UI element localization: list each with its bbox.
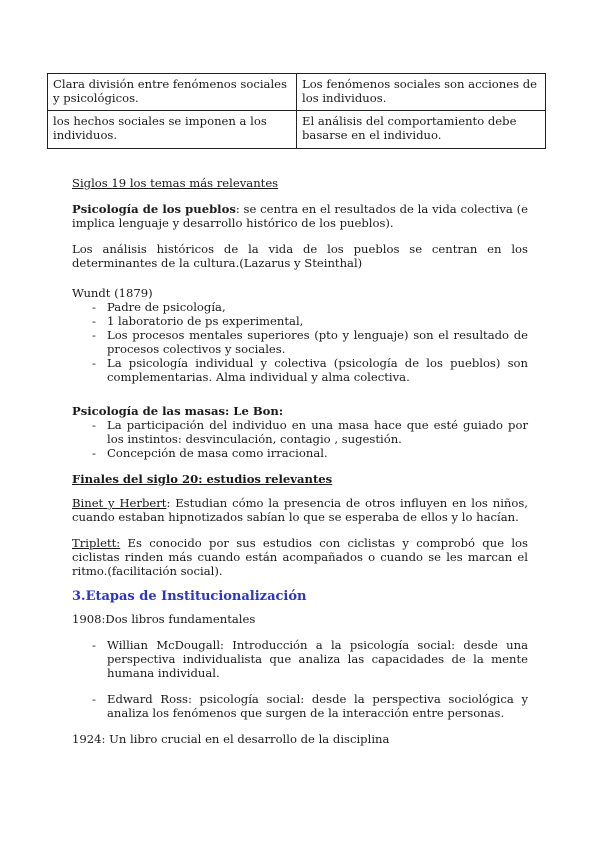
masas-heading: [72, 404, 528, 418]
triplett-text: Es conocido por sus estudios con ciclistas y comprobó que los ciclistas rinden más cuando están acompañados o cuando se les marcan el ritmo.(facilitación social).: [72, 536, 528, 578]
list-item: - Los procesos mentales superiores (pto y lenguaje) son el resultado de procesos colectivos y sociales.: [92, 328, 528, 356]
pueblos-paragraph: [72, 202, 528, 230]
books-list-2: [72, 692, 528, 720]
masas-suffix: :: [278, 404, 284, 418]
binet-name: Binet y Herbert: [72, 496, 167, 510]
table-cell: los hechos sociales se imponen a los individuos.: [48, 111, 297, 149]
list-item: - Padre de psicología,: [92, 300, 528, 314]
section3-title: 3.Etapas de Institucionalización: [72, 589, 307, 604]
wundt-label: Wundt (1879): [72, 286, 153, 300]
document-body: [72, 176, 528, 746]
list-item: - La participación del individuo en una masa hace que esté guiado por los instintos: desvinculación, contagio , sugestión.: [92, 418, 528, 446]
masas-list: [72, 418, 528, 460]
list-item: - Edward Ross: psicología social: desde la perspectiva sociológica y analiza los fenómenos que surgen de la interacción entre personas.: [92, 692, 528, 720]
table-row: [48, 111, 546, 149]
year-1908: 1908:Dos libros fundamentales: [72, 612, 256, 626]
pueblos-analysis: Los análisis históricos de la vida de los pueblos se centran en los determinantes de la cultura.(Lazarus y Steinthal): [72, 242, 528, 270]
list-item: - La psicología individual y colectiva (psicología de los pueblos) son complementarias. Alma individual y alma colectiva.: [92, 356, 528, 384]
table-row: [48, 74, 546, 111]
s20-heading: Finales del siglo 20: estudios relevantes: [72, 472, 333, 486]
wundt-list: [72, 300, 528, 384]
pueblos-title: Psicología de los pueblos: [72, 202, 236, 216]
comparison-table: [47, 73, 546, 149]
binet-paragraph: [72, 496, 528, 524]
table-cell: Los fenómenos sociales son acciones de los individuos.: [297, 74, 546, 111]
binet-text: : Estudian cómo la presencia de otros influyen en los niños, cuando estaban hipnotizados sabían lo que se esperaba de ellos y lo hacían.: [72, 496, 528, 524]
list-item: - Concepción de masa como irracional.: [92, 446, 528, 460]
triplett-paragraph: [72, 536, 528, 578]
year-1924: 1924: Un libro crucial en el desarrollo de la disciplina: [72, 732, 390, 746]
table-cell: El análisis del comportamiento debe basarse en el individuo.: [297, 111, 546, 149]
list-item: - 1 laboratorio de ps experimental,: [92, 314, 528, 328]
books-list: [72, 638, 528, 680]
list-item: - Willian McDougall: Introducción a la psicología social: desde una perspectiva individualista que analiza las capacidades de la mente humana individual.: [92, 638, 528, 680]
triplett-name: Triplett:: [72, 536, 121, 550]
table-cell: Clara división entre fenómenos sociales y psicológicos.: [48, 74, 297, 111]
pueblos-text: : se centra en el resultados de la vida colectiva (e implica lenguaje y desarrollo histórico de los pueblos).: [72, 202, 528, 230]
masas-title: Psicología de las masas: Le Bon: [72, 404, 279, 418]
s19-heading: Siglos 19 los temas más relevantes: [72, 176, 279, 190]
